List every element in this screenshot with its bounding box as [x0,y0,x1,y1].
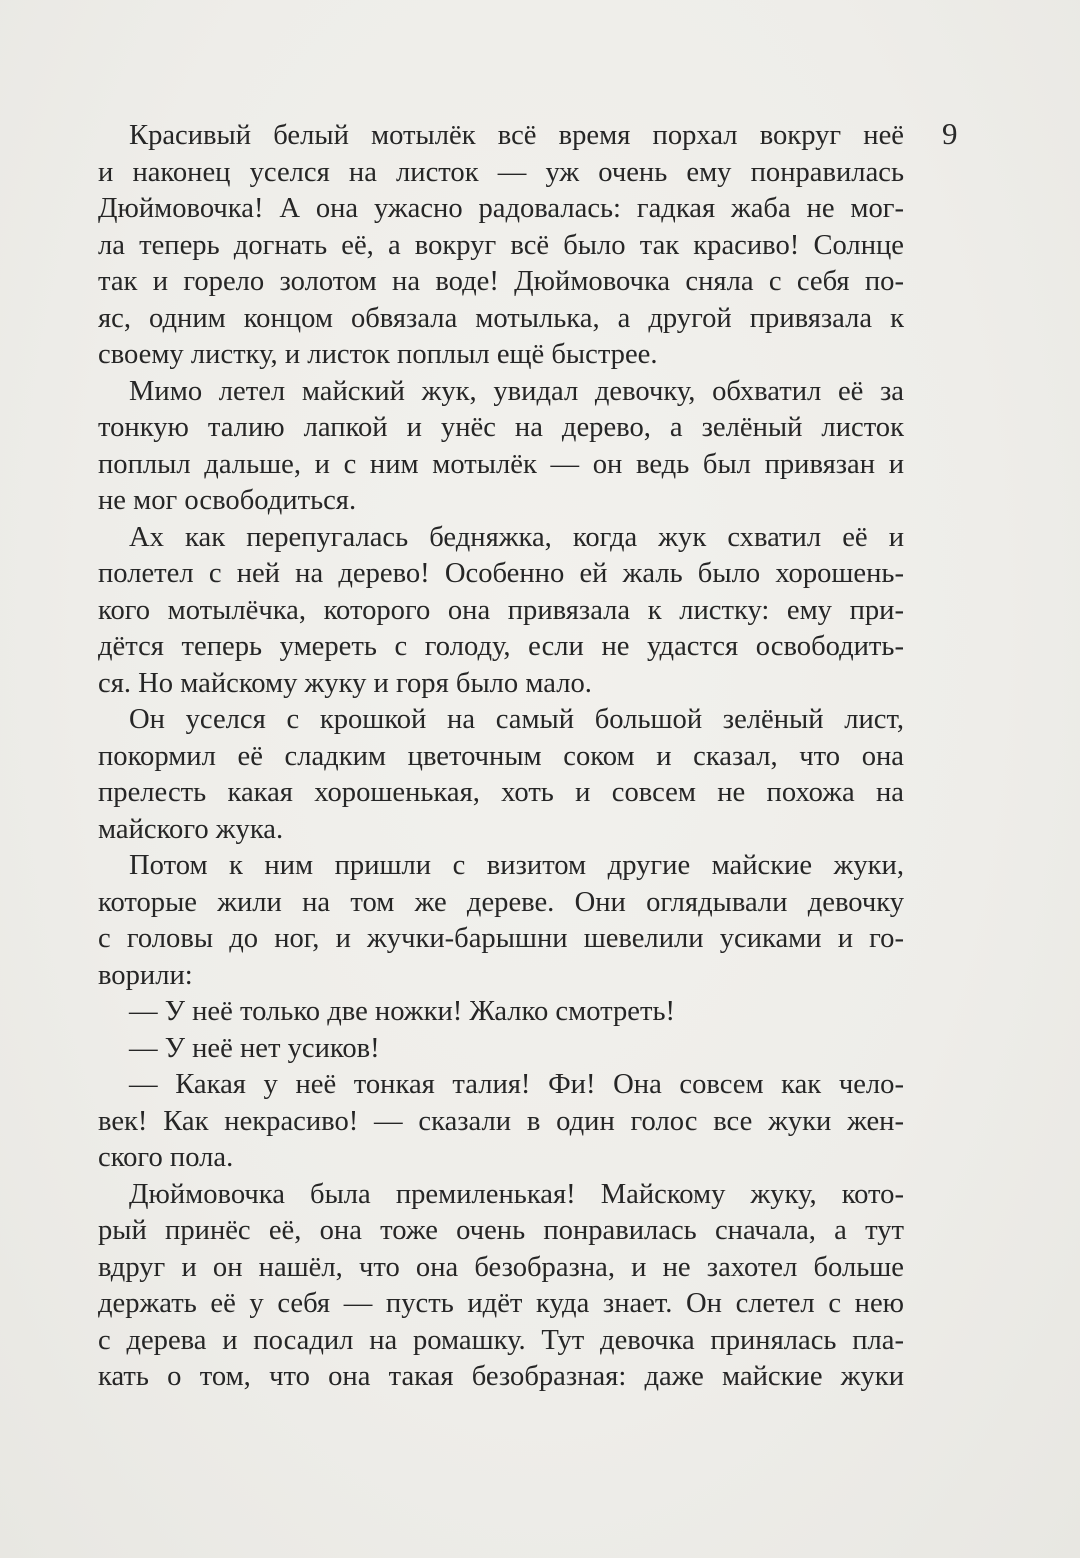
text-line: с головы до ног, и жучки-барышни шевелили усиками и го- [98,923,904,954]
text-line: дётся теперь умереть с голоду, если не удастся освободить- [98,631,904,662]
text-line: — Какая у неё тонкая талия! Фи! Она совсем как чело- [129,1069,904,1100]
text-line: кого мотылёчка, которого она привязала к листку: ему при- [98,594,904,626]
text-line: Ах как перепугалась бедняжка, когда жук схватил её и [129,521,904,553]
text-line: полетел с ней на дерево! Особенно ей жаль было хорошень- [98,558,904,589]
text-line: Мимо летел майский жук, увидал девочку, обхватил её за [129,375,904,407]
text-line: Он уселся с крошкой на самый большой зелёный лист, [129,704,904,735]
text-line: век! Как некрасиво! — сказали в один голос все жуки жен- [98,1105,904,1137]
text-line: которые жили на том же дереве. Они оглядывали девочку [98,886,904,918]
text-line: майского жука. [98,813,284,845]
text-line: — У неё только две ножки! Жалко смотреть! [129,996,676,1027]
text-line: своему листку, и листок поплыл ещё быстрее. [98,339,658,370]
text-line: Дюймовочка была премиленькая! Майскому жуку, кото- [129,1178,904,1210]
text-line: держать её у себя — пусть идёт куда знает. Он слетел с нею [98,1288,904,1319]
text-line: яс, одним концом обвязала мотылька, а другой привязала к [98,302,904,334]
text-line: ского пола. [98,1142,234,1173]
page-number: 9 [942,116,958,151]
text-line: ся. Но майскому жуку и горя было мало. [98,667,592,699]
text-line: ла теперь догнать её, а вокруг всё было так красиво! Солнце [98,229,904,261]
text-line: прелесть какая хорошенькая, хоть и совсем не похожа на [98,777,904,808]
body-text [98,118,904,1396]
text-line: поплыл дальше, и с ним мотылёк — он ведь был привязан и [98,448,904,480]
text-line: рый принёс её, она тоже очень понравилась сначала, а тут [98,1215,904,1246]
text-line: покормил её сладким цветочным соком и сказал, что она [98,740,904,772]
text-line: тонкую талию лапкой и унёс на дерево, а зелёный листок [98,412,904,443]
text-line: не мог освободиться. [98,485,357,516]
text-line: вдруг и он нашёл, что она безобразна, и не захотел больше [98,1251,904,1283]
text-line: и наконец уселся на листок — уж очень ему понравилась [98,156,904,188]
text-line: кать о том, что она такая безобразная: даже майские жуки [98,1361,904,1392]
text-line: ворили: [98,959,193,991]
text-line: Потом к ним пришли с визитом другие майские жуки, [129,850,904,881]
text-line: — У неё нет усиков! [129,1032,380,1064]
text-line: Дюймовочка! А она ужасно радовалась: гадкая жаба не мог- [98,193,904,224]
text-line: с дерева и посадил на ромашку. Тут девочка принялась пла- [98,1324,904,1356]
text-line: так и горело золотом на воде! Дюймовочка сняла с себя по- [98,266,904,297]
text-line: Красивый белый мотылёк всё время порхал вокруг неё [129,120,904,151]
